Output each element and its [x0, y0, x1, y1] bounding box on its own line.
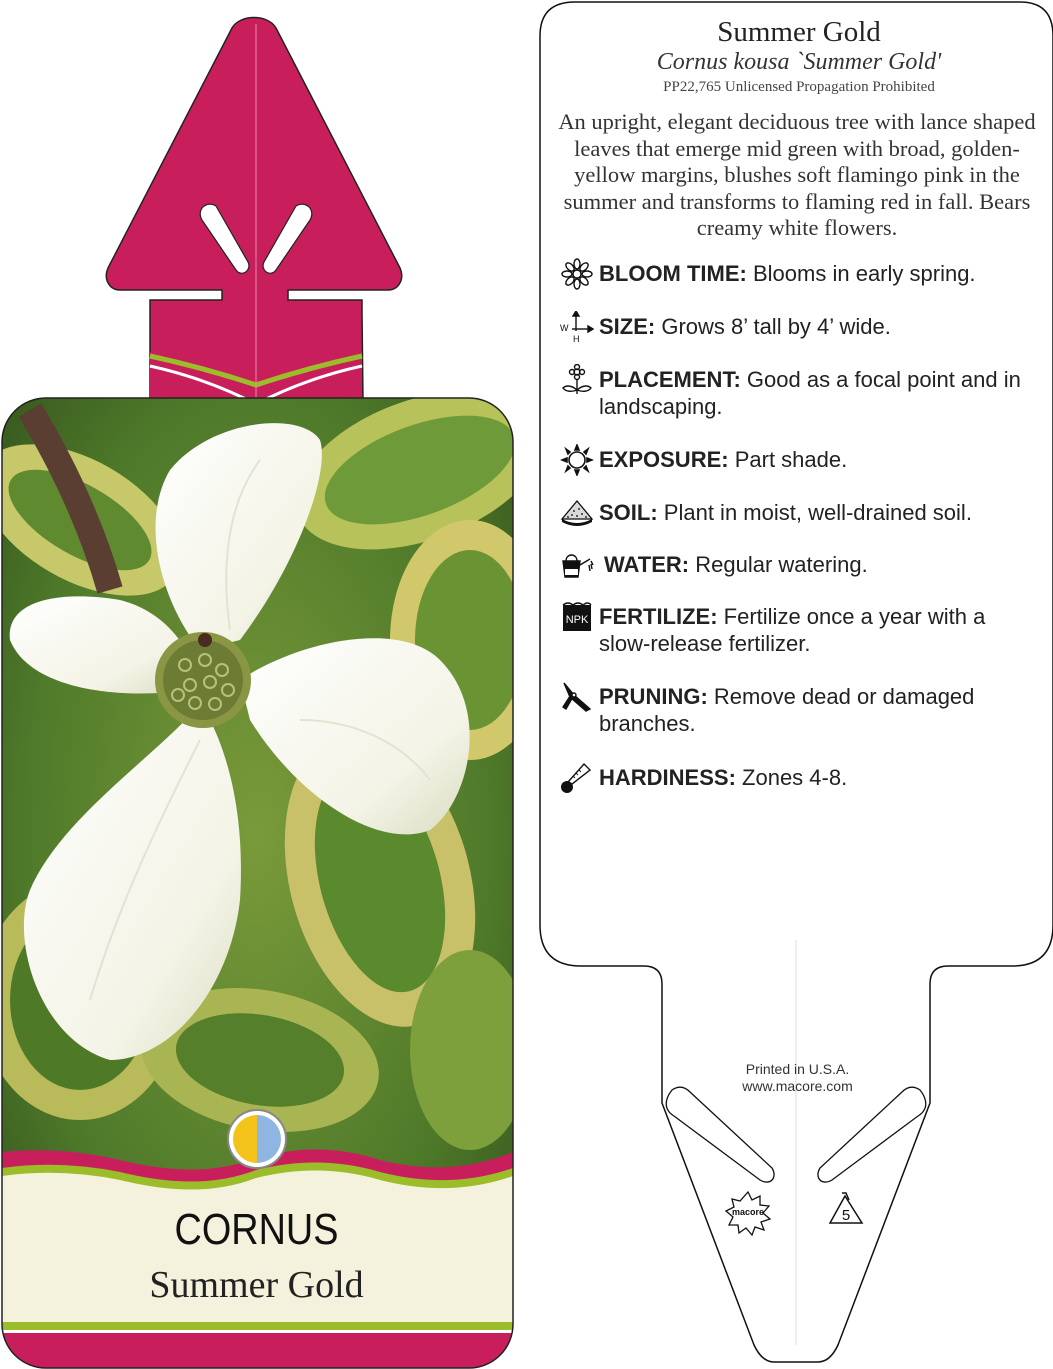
care-text: Zones 4-8. [742, 765, 848, 790]
care-text: Blooms in early spring. [753, 261, 976, 286]
cultivar-name: Summer Gold [149, 1264, 364, 1306]
svg-text:NPK: NPK [565, 614, 589, 626]
plant-title: Summer Gold [717, 16, 881, 48]
part-shade-icon [228, 1110, 286, 1168]
care-label: FERTILIZE: [599, 604, 718, 629]
thermometer-icon [560, 762, 594, 794]
soil-pile-icon [560, 497, 594, 529]
fertilizer-bag-icon [560, 601, 594, 633]
care-label: PRUNING: [599, 684, 708, 709]
svg-text:macore: macore [731, 1207, 765, 1217]
care-label: EXPOSURE: [599, 447, 729, 472]
flower-icon [560, 258, 594, 290]
patent-notice: PP22,765 Unlicensed Propagation Prohibited [663, 79, 935, 95]
plant-placement-icon [560, 364, 594, 396]
plant-description: An upright, elegant deciduous tree with lance shaped leaves that emerge mid green with broad, golden-yellow margins, blushes soft flamingo pink in the summer and transforms to flaming red in fall. Bears creamy white flowers. [558, 109, 1036, 240]
genus-name: CORNUS [174, 1205, 339, 1254]
care-label: BLOOM TIME: [599, 261, 747, 286]
care-text: Plant in moist, well-drained soil. [663, 500, 972, 525]
care-label: HARDINESS: [599, 765, 736, 790]
size-arrows-icon [560, 311, 594, 343]
care-text: Grows 8’ tall by 4’ wide. [661, 314, 891, 339]
front-arrow-top [106, 18, 401, 401]
svg-text:W: W [560, 323, 569, 333]
printed-in: Printed in U.S.A. [745, 1061, 850, 1077]
care-label: SIZE: [599, 314, 656, 339]
printed-info [690, 1061, 905, 1095]
svg-text:H: H [573, 334, 580, 343]
website-text: www.macore.com [742, 1078, 853, 1094]
care-label: SOIL: [599, 500, 658, 525]
care-text: Part shade. [734, 447, 848, 472]
care-text: Regular watering. [695, 552, 868, 577]
watering-can-icon [560, 549, 594, 581]
care-label: WATER: [604, 552, 690, 577]
care-text: Good as a focal point and in landscaping. [599, 367, 1021, 419]
sun-icon [560, 444, 594, 476]
care-text: Remove dead or damaged branches. [599, 684, 975, 736]
front-tag [0, 18, 566, 1369]
botanical-name: Cornus kousa `Summer Gold' [656, 49, 942, 75]
recycle-code: 5 [841, 1207, 851, 1224]
pruners-icon [560, 681, 594, 713]
care-text: Fertilize once a year with a slow-release fertilizer. [599, 604, 986, 656]
care-label: PLACEMENT: [599, 367, 741, 392]
